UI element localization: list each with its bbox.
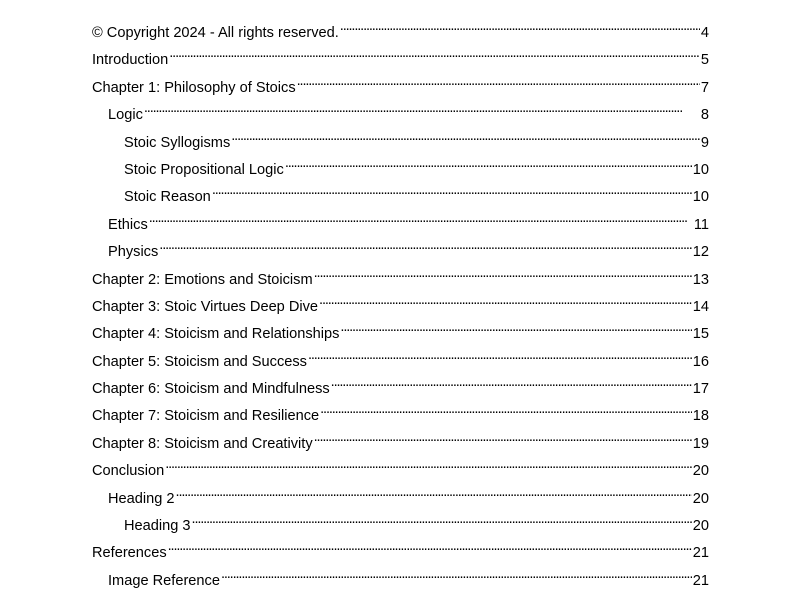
toc-entry-copyright[interactable] xyxy=(92,15,709,42)
toc-entry-page: 17 xyxy=(692,381,709,398)
toc-entry-page: 8 xyxy=(700,107,709,124)
toc-entry-page: 10 xyxy=(692,189,709,206)
dot-leader xyxy=(221,563,692,585)
toc-entry-page: 9 xyxy=(700,134,709,151)
toc-entry-page: 7 xyxy=(700,79,709,96)
toc-entry-page: 5 xyxy=(700,52,709,69)
dot-leader xyxy=(231,125,700,147)
toc-entry-title: © Copyright 2024 - All rights reserved. xyxy=(92,25,339,41)
toc-entry-title: Chapter 3: Stoic Virtues Deep Dive xyxy=(92,298,319,315)
dot-leader xyxy=(297,70,700,92)
toc-entry-page: 20 xyxy=(692,463,709,480)
toc-entry-chapter-3[interactable] xyxy=(92,289,709,316)
toc-entry-chapter-6[interactable] xyxy=(92,371,709,398)
dot-leader xyxy=(176,481,692,503)
toc-entry-title: Chapter 8: Stoicism and Creativity xyxy=(92,435,313,452)
toc-entry-conclusion[interactable] xyxy=(92,453,709,480)
toc-entry-title: Heading 2 xyxy=(108,490,175,507)
toc-entry-page: 19 xyxy=(692,435,709,452)
dot-leader xyxy=(314,426,692,448)
toc-entry-page: 16 xyxy=(692,353,709,370)
toc-entry-title: Chapter 1: Philosophy of Stoics xyxy=(92,79,296,96)
toc-entry-page: 10 xyxy=(692,161,709,178)
toc-entry-page: 21 xyxy=(692,572,709,589)
dot-leader xyxy=(169,42,700,64)
dot-leader xyxy=(340,316,691,338)
toc-entry-page: 13 xyxy=(692,271,709,288)
toc-entry-title: References xyxy=(92,545,167,562)
toc-entry-chapter-8[interactable] xyxy=(92,426,709,453)
toc-entry-page: 4 xyxy=(700,25,709,41)
toc-entry-page: 21 xyxy=(692,545,709,562)
toc-entry-stoic-syllogisms[interactable] xyxy=(92,125,709,152)
toc-entry-stoic-propositional-logic[interactable] xyxy=(92,152,709,179)
toc-entry-title: Chapter 4: Stoicism and Relationships xyxy=(92,326,340,343)
toc-entry-title: Conclusion xyxy=(92,463,165,480)
dot-leader xyxy=(320,398,692,420)
dot-leader xyxy=(144,97,700,119)
toc-entry-title: Chapter 6: Stoicism and Mindfulness xyxy=(92,381,330,398)
toc-entry-page: 20 xyxy=(692,490,709,507)
dot-leader xyxy=(159,234,691,256)
dot-leader xyxy=(314,262,692,284)
dot-leader xyxy=(285,152,692,174)
toc-entry-page: 18 xyxy=(692,408,709,425)
dot-leader xyxy=(331,371,692,393)
dot-leader xyxy=(340,15,700,37)
toc-entry-chapter-5[interactable] xyxy=(92,344,709,371)
toc-entry-image-reference[interactable] xyxy=(92,563,709,590)
dot-leader xyxy=(212,179,692,201)
toc-entry-page: 12 xyxy=(692,244,709,261)
toc-entry-chapter-1[interactable] xyxy=(92,70,709,97)
dot-leader xyxy=(192,508,692,530)
table-of-contents xyxy=(92,15,709,590)
toc-entry-heading-2[interactable] xyxy=(92,481,709,508)
toc-entry-stoic-reason[interactable] xyxy=(92,179,709,206)
toc-entry-title: Chapter 2: Emotions and Stoicism xyxy=(92,271,313,288)
toc-entry-title: Chapter 5: Stoicism and Success xyxy=(92,353,307,370)
toc-entry-page: 14 xyxy=(692,298,709,315)
toc-entry-chapter-2[interactable] xyxy=(92,262,709,289)
toc-entry-title: Chapter 7: Stoicism and Resilience xyxy=(92,408,320,425)
toc-entry-title: Heading 3 xyxy=(124,518,191,535)
toc-entry-title: Stoic Syllogisms xyxy=(124,134,231,151)
toc-entry-page: 15 xyxy=(692,326,709,343)
dot-leader xyxy=(168,535,692,557)
toc-entry-ethics[interactable] xyxy=(92,207,709,234)
dot-leader xyxy=(319,289,692,311)
toc-entry-title: Logic xyxy=(108,107,143,124)
toc-entry-page: 11 xyxy=(693,216,709,233)
toc-entry-logic[interactable] xyxy=(92,97,709,124)
dot-leader xyxy=(165,453,692,475)
toc-entry-heading-3[interactable] xyxy=(92,508,709,535)
toc-entry-title: Introduction xyxy=(92,52,169,69)
toc-entry-title: Stoic Propositional Logic xyxy=(124,161,284,178)
dot-leader xyxy=(308,344,692,366)
toc-entry-title: Image Reference xyxy=(108,572,220,589)
toc-entry-title: Stoic Reason xyxy=(124,189,211,206)
toc-entry-page: 20 xyxy=(692,518,709,535)
toc-entry-references[interactable] xyxy=(92,535,709,562)
toc-entry-chapter-7[interactable] xyxy=(92,398,709,425)
toc-entry-title: Physics xyxy=(108,244,159,261)
toc-entry-title: Ethics xyxy=(108,216,148,233)
toc-entry-physics[interactable] xyxy=(92,234,709,261)
toc-entry-introduction[interactable] xyxy=(92,42,709,69)
dot-leader xyxy=(149,207,693,229)
toc-entry-chapter-4[interactable] xyxy=(92,316,709,343)
